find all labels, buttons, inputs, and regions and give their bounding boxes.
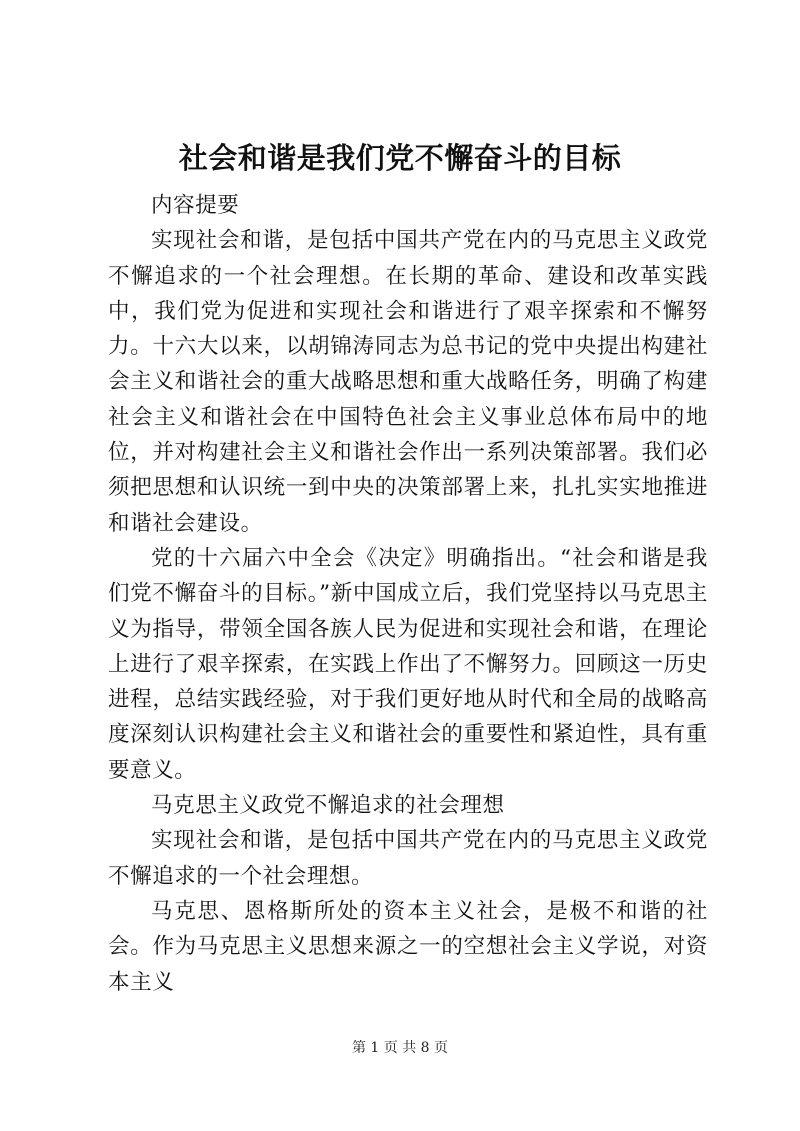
paragraph-summary-heading: 内容提要 bbox=[151, 193, 240, 218]
page-number-footer: 第 1 页 共 8 页 bbox=[351, 1040, 449, 1056]
document-body bbox=[108, 188, 708, 1000]
section-heading: 马克思主义政党不懈追求的社会理想 bbox=[151, 793, 505, 819]
paragraph-intro: 实现社会和谐，是包括中国共产党在内的马克思主义政党不懈追求的一个社会理想。在长期的革命、建设和改革实践中，我们党为促进和实现社会和谐进行了艰辛探索和不懈努力。十六大以来，以胡锦涛同志为总书记的党中央提出构建社会主义和谐社会的重大战略思想和重大战略任务，明确了构建社会主义和谐社会在中国特色社会主义事业总体布局中的地位，并对构建社会主义和谐社会作出一系列决策部署。我们必须把思想和认识统一到中央的决策部署上来，扎扎实实地推进和谐社会建设。 bbox=[108, 228, 708, 536]
paragraph-decision: 党的十六届六中全会《决定》明确指出。“社会和谐是我们党不懈奋斗的目标。”新中国成立后，我们党坚持以马克思主义为指导，带领全国各族人民为促进和实现社会和谐，在理论上进行了艰辛探索，在实践上作出了不懈努力。回顾这一历史进程，总结实践经验，对于我们更好地从时代和全局的战略高度深刻认识构建社会主义和谐社会的重要性和紧迫性，具有重要意义。 bbox=[108, 545, 708, 783]
paragraph-ideal: 实现社会和谐，是包括中国共产党在内的马克思主义政党不懈追求的一个社会理想。 bbox=[108, 828, 708, 889]
paragraph-marx-engels: 马克思、恩格斯所处的资本主义社会，是极不和谐的社会。作为马克思主义思想来源之一的空想社会主义学说，对资本主义 bbox=[108, 898, 708, 995]
document-title: 社会和谐是我们党不懈奋斗的目标 bbox=[178, 141, 622, 175]
